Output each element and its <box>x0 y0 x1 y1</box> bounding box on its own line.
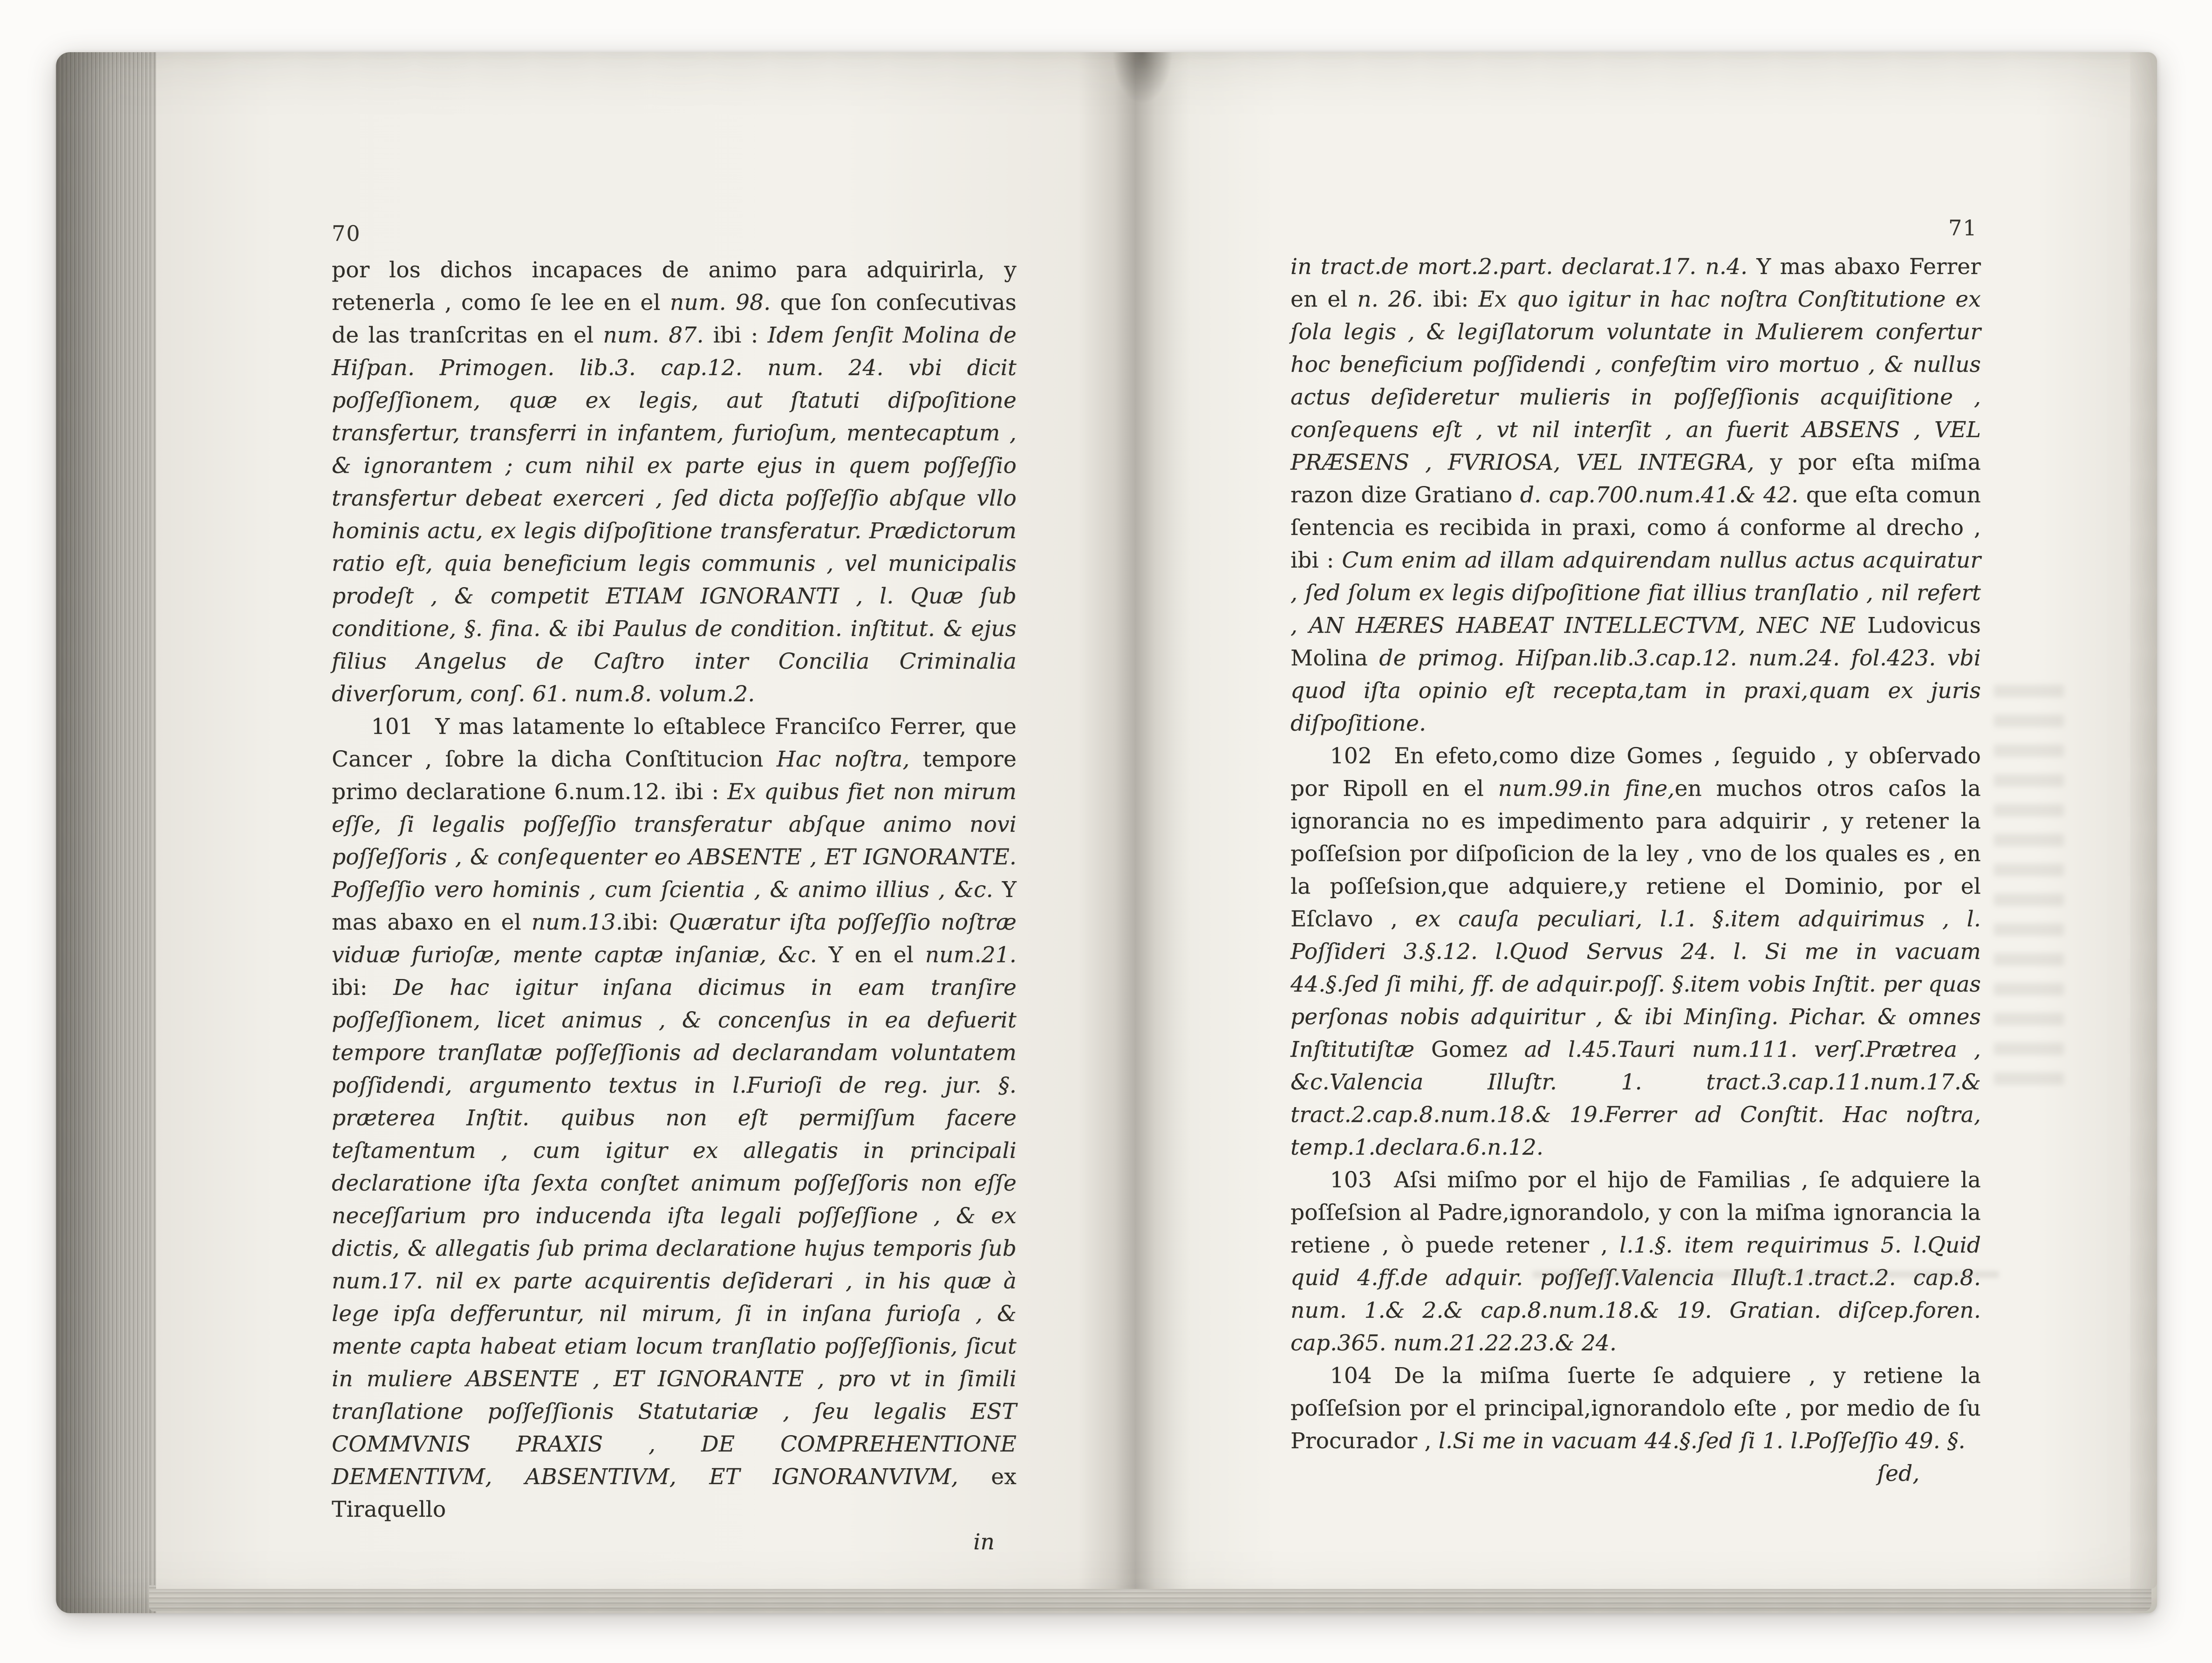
catchword-right: ſed, <box>1877 1461 1920 1486</box>
paragraph: por los dichos incapaces de animo para adquirirla, y retenerla , como ſe lee en el num. 98. que ſon conſecutivas de las tranſcritas en el num. 87. ibi : Idem ſenſit Molina de Hiſpan. Primogen. lib.3. cap.12. num. 24. vbi dicit poſſeſſionem, quæ ex legis, aut ſtatuti diſpoſitione transfertur, transferri in infantem, furioſum, mentecaptum , & ignorantem ; cum nihil ex parte ejus in quem poſſeſſio transfertur debeat exerceri , ſed dicta poſſeſſio abſque vllo hominis actu, ex legis diſpoſitione transferatur. Prædictorum ratio eſt, quia beneficium legis communis , vel municipalis prodeſt , & competit ETIAM IGNORANTI , l. Quæ ſub conditione, §. fina. & ibi Paulus de condition. inſtitut. & ejus filius Angelus de Caſtro inter Concilia Criminalia diverſorum, conſ. 61. num.8. volum.2. <box>332 257 1017 707</box>
page-number-left: 70 <box>332 221 361 246</box>
text-column-right <box>1290 251 1981 1490</box>
page-number-right: 71 <box>1948 215 1978 240</box>
paragraph: in tract.de mort.2.part. declarat.17. n.4. Y mas abaxo Ferrer en el n. 26. ibi: Ex quo igitur in hac noſtra Conſtitutione ex ſola legis , & legiſlatorum voluntate in Mulierem confertur hoc beneficium poſſidendi , confeſtim viro mortuo , & nullus actus deſideretur mulieris in poſſeſſionis acquiſitione , conſequens eſt , vt nil interſit , an fuerit ABSENS , VEL PRÆSENS , FVRIOSA, VEL INTEGRA, y por eſta miſma razon dize Gratiano d. cap.700.num.41.& 42. que eſta comun ſentencia es recibida in praxi, como á conforme al drecho , ibi : Cum enim ad illam adquirendam nullus actus acquiratur , ſed ſolum ex legis diſpoſitione fiat illius tranſlatio , nil refert , AN HÆRES HABEAT INTELLECTVM, NEC NE Ludovicus Molina de primog. Hiſpan.lib.3.cap.12. num.24. fol.423. vbi quod iſta opinio eſt recepta,tam in praxi,quam ex juris diſpoſitione. <box>1290 254 1981 736</box>
body-text-right <box>1290 251 1981 1458</box>
body-text-left <box>332 254 1017 1526</box>
paragraph: 101 Y mas latamente lo eſtablece Franciſco Ferrer, que Cancer , ſobre la dicha Conſtitucion Hac noſtra, tempore primo declaratione 6.num.12. ibi : Ex quibus fiet non mirum eſſe, ſi legalis poſſeſſio transferatur abſque animo novi poſſeſſoris , & conſequenter eo ABSENTE , ET IGNORANTE. Poſſeſſio vero hominis , cum ſcientia , & animo illius , &c. Y mas abaxo en el num.13.ibi: Quæratur iſta poſſeſſio noſtræ viduæ furioſæ, mente captæ inſaniæ, &c. Y en el num.21. ibi: De hac igitur inſana dicimus in eam tranſire poſſeſſionem, licet animus , & concenſus in ea defuerit tempore tranſlatæ poſſeſſionis ad declarandam voluntatem poſſidendi, argumento textus in l.Furioſi de reg. jur. §. præterea Inſtit. quibus non eſt permiſſum facere teſtamentum , cum igitur ex allegatis in principali declaratione iſta ſexta conſtet animum poſſeſſoris non eſſe neceſſarium pro inducenda iſta legali poſſeſſione , & ex dictis, & allegatis ſub prima declaratione hujus temporis ſub num.17. nil ex parte acquirentis deſiderari , in his quæ à lege ipſa defferuntur, nil mirum, ſi in inſana furioſa , & mente capta habeat etiam locum tranſlatio poſſeſſionis, ſicut in muliere ABSENTE , ET IGNORANTE , pro vt in ſimili tranſlatione poſſeſſionis Statutariæ , ſeu legalis EST COMMVNIS PRAXIS , DE COMPREHENTIONE DEMENTIVM, ABSENTIVM, ET IGNORANVIVM, ex Tiraquello <box>332 714 1017 1522</box>
page-stack-left-edge <box>56 52 156 1613</box>
paragraph: 102 En efeto,como dize Gomes , ſeguido , y obſervado por Ripoll en el num.99.in fine,en muchos otros caſos la ignorancia no es impedimento para adquirir , y retener la poſſeſsion por diſpoſicion de la ley , vno de los quales es , en la poſſeſsion,que adquiere,y retiene el Dominio, por el Eſclavo , ex cauſa peculiari, l.1. §.item adquirimus , l. Poſſideri 3.§.12. l.Quod Servus 24. l. Si me in vacuam 44.§.ſed ſi mihi, ff. de adquir.poſſ. §.item vobis Inſtit. per quas perſonas nobis adquiritur , & ibi Minſing. Pichar. & omnes Inſtitutiſtæ Gomez ad l.45.Tauri num.111. verſ.Prætrea , &c.Valencia Illuſtr. 1. tract.3.cap.11.num.17.& tract.2.cap.8.num.18.& 19.Ferrer ad Conſtit. Hac noſtra, temp.1.declara.6.n.12. <box>1290 743 1981 1160</box>
catchword-left: in <box>973 1529 995 1555</box>
spine-top-shadow <box>1110 52 1175 108</box>
gutter-shadow <box>1079 52 1191 1589</box>
paragraph: 103 Aſsi miſmo por el hijo de Familias , ſe adquiere la poſſeſsion al Padre,ignorandolo, y con la miſma ignorancia la retiene , ò puede retener , l.1.§. item requirimus 5. l.Quid quid 4.ff.de adquir. poſſeſſ.Valencia Illuſt.1.tract.2. cap.8. num. 1.& 2.& cap.8.num.18.& 19. Gratian. diſcep.foren. cap.365. num.21.22.23.& 24. <box>1290 1167 1981 1356</box>
paragraph: 104 De la miſma ſuerte ſe adquiere , y retiene la poſſeſsion por el principal,ignorandolo eſte , por medio de ſu Procurador , l.Si me in vacuam 44.§.ſed ſi 1. l.Poſſeſſio 49. §. <box>1290 1363 1981 1454</box>
text-column-left <box>332 254 1017 1559</box>
page-stack-bottom-edge <box>149 1585 2151 1611</box>
